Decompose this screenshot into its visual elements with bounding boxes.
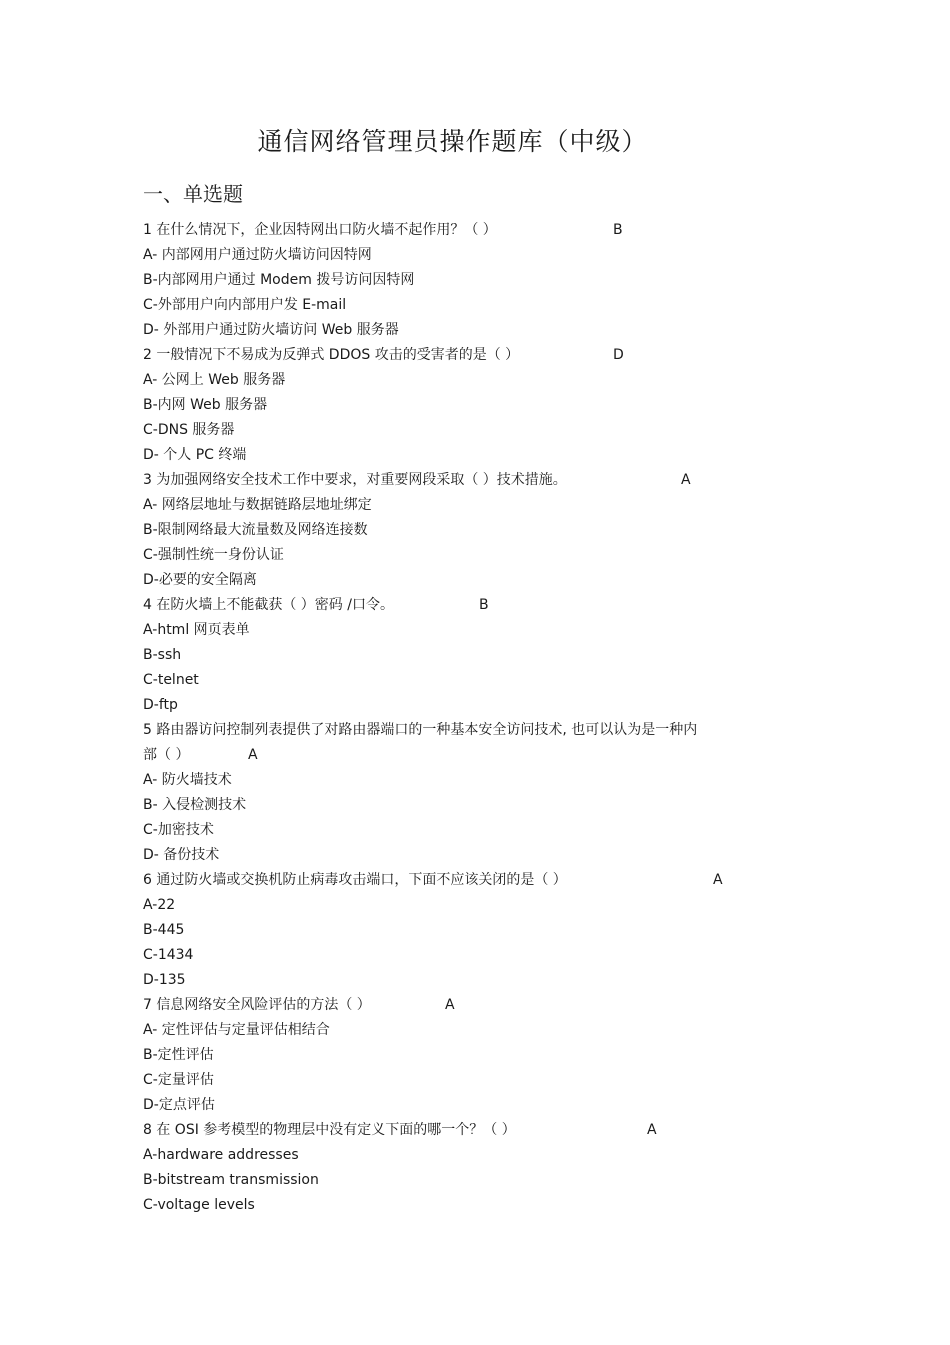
option-item: B-内部网用户通过 Modem 拨号访问因特网 — [143, 272, 415, 288]
option-item: A- 内部网用户通过防火墙访问因特网 — [143, 247, 372, 263]
answer-key: A — [713, 872, 723, 888]
option-item: D-135 — [143, 972, 186, 988]
option-item: A-html 网页表单 — [143, 622, 250, 638]
answer-key: D — [613, 347, 624, 363]
section-title: 一、单选题 — [143, 182, 243, 206]
option-item: D- 个人 PC 终端 — [143, 447, 247, 463]
option-item: C-定量评估 — [143, 1072, 214, 1088]
question-text: 3 为加强网络安全技术工作中要求，对重要网段采取（ ）技术措施。 — [143, 472, 567, 488]
option-item: B- 入侵检测技术 — [143, 797, 247, 813]
option-item: D-必要的安全隔离 — [143, 572, 257, 588]
option-item: C-1434 — [143, 947, 194, 963]
option-item: C-telnet — [143, 672, 199, 688]
option-item: D-定点评估 — [143, 1097, 215, 1113]
option-item: A-22 — [143, 897, 176, 913]
answer-key: A — [647, 1122, 657, 1138]
question-text: 4 在防火墙上不能截获（ ）密码 /口令。 — [143, 597, 394, 613]
option-item: C-voltage levels — [143, 1197, 255, 1213]
question-stem — [143, 1118, 803, 1143]
question-stem — [143, 718, 803, 743]
option-item: C-DNS 服务器 — [143, 422, 235, 438]
option-item: B-内网 Web 服务器 — [143, 397, 268, 413]
question-stem-continued — [143, 743, 803, 768]
option-item: A- 公网上 Web 服务器 — [143, 372, 286, 388]
option-item: C-外部用户向内部用户发 E-mail — [143, 297, 347, 313]
option-item: A- 防火墙技术 — [143, 772, 232, 788]
option-item: D- 备份技术 — [143, 847, 220, 863]
option-item: D-ftp — [143, 697, 178, 713]
option-item: B-定性评估 — [143, 1047, 214, 1063]
option-item: B-ssh — [143, 647, 182, 663]
option-item: C-强制性统一身份认证 — [143, 547, 284, 563]
question-stem — [143, 593, 803, 618]
answer-key: B — [479, 597, 489, 613]
question-text: 7 信息网络安全风险评估的方法（ ） — [143, 997, 371, 1013]
question-stem — [143, 468, 803, 493]
answer-key: B — [613, 222, 623, 238]
question-stem — [143, 343, 803, 368]
answer-key: A — [248, 747, 258, 763]
question-stem — [143, 868, 803, 893]
question-text-continued: 部（ ） — [143, 747, 190, 763]
question-stem — [143, 993, 803, 1018]
question-list — [143, 218, 803, 1218]
option-item: B-限制网络最大流量数及网络连接数 — [143, 522, 368, 538]
question-text: 2 一般情况下不易成为反弹式 DDOS 攻击的受害者的是（ ） — [143, 347, 520, 363]
option-item: A- 网络层地址与数据链路层地址绑定 — [143, 497, 372, 513]
option-item: C-加密技术 — [143, 822, 214, 838]
option-item: A- 定性评估与定量评估相结合 — [143, 1022, 330, 1038]
option-item: A-hardware addresses — [143, 1147, 299, 1163]
question-text: 8 在 OSI 参考模型的物理层中没有定义下面的哪一个？（ ） — [143, 1122, 516, 1138]
question-text: 1 在什么情况下，企业因特网出口防火墙不起作用？（ ） — [143, 222, 497, 238]
document-title: 通信网络管理员操作题库（中级） — [257, 127, 648, 156]
answer-key: A — [681, 472, 691, 488]
option-item: B-445 — [143, 922, 185, 938]
answer-key: A — [445, 997, 455, 1013]
option-item: D- 外部用户通过防火墙访问 Web 服务器 — [143, 322, 399, 338]
question-text: 5 路由器访问控制列表提供了对路由器端口的一种基本安全访问技术, 也可以认为是一种内 — [143, 722, 698, 738]
question-stem — [143, 218, 803, 243]
option-item: B-bitstream transmission — [143, 1172, 319, 1188]
question-text: 6 通过防火墙或交换机防止病毒攻击端口，下面不应该关闭的是（ ） — [143, 872, 567, 888]
